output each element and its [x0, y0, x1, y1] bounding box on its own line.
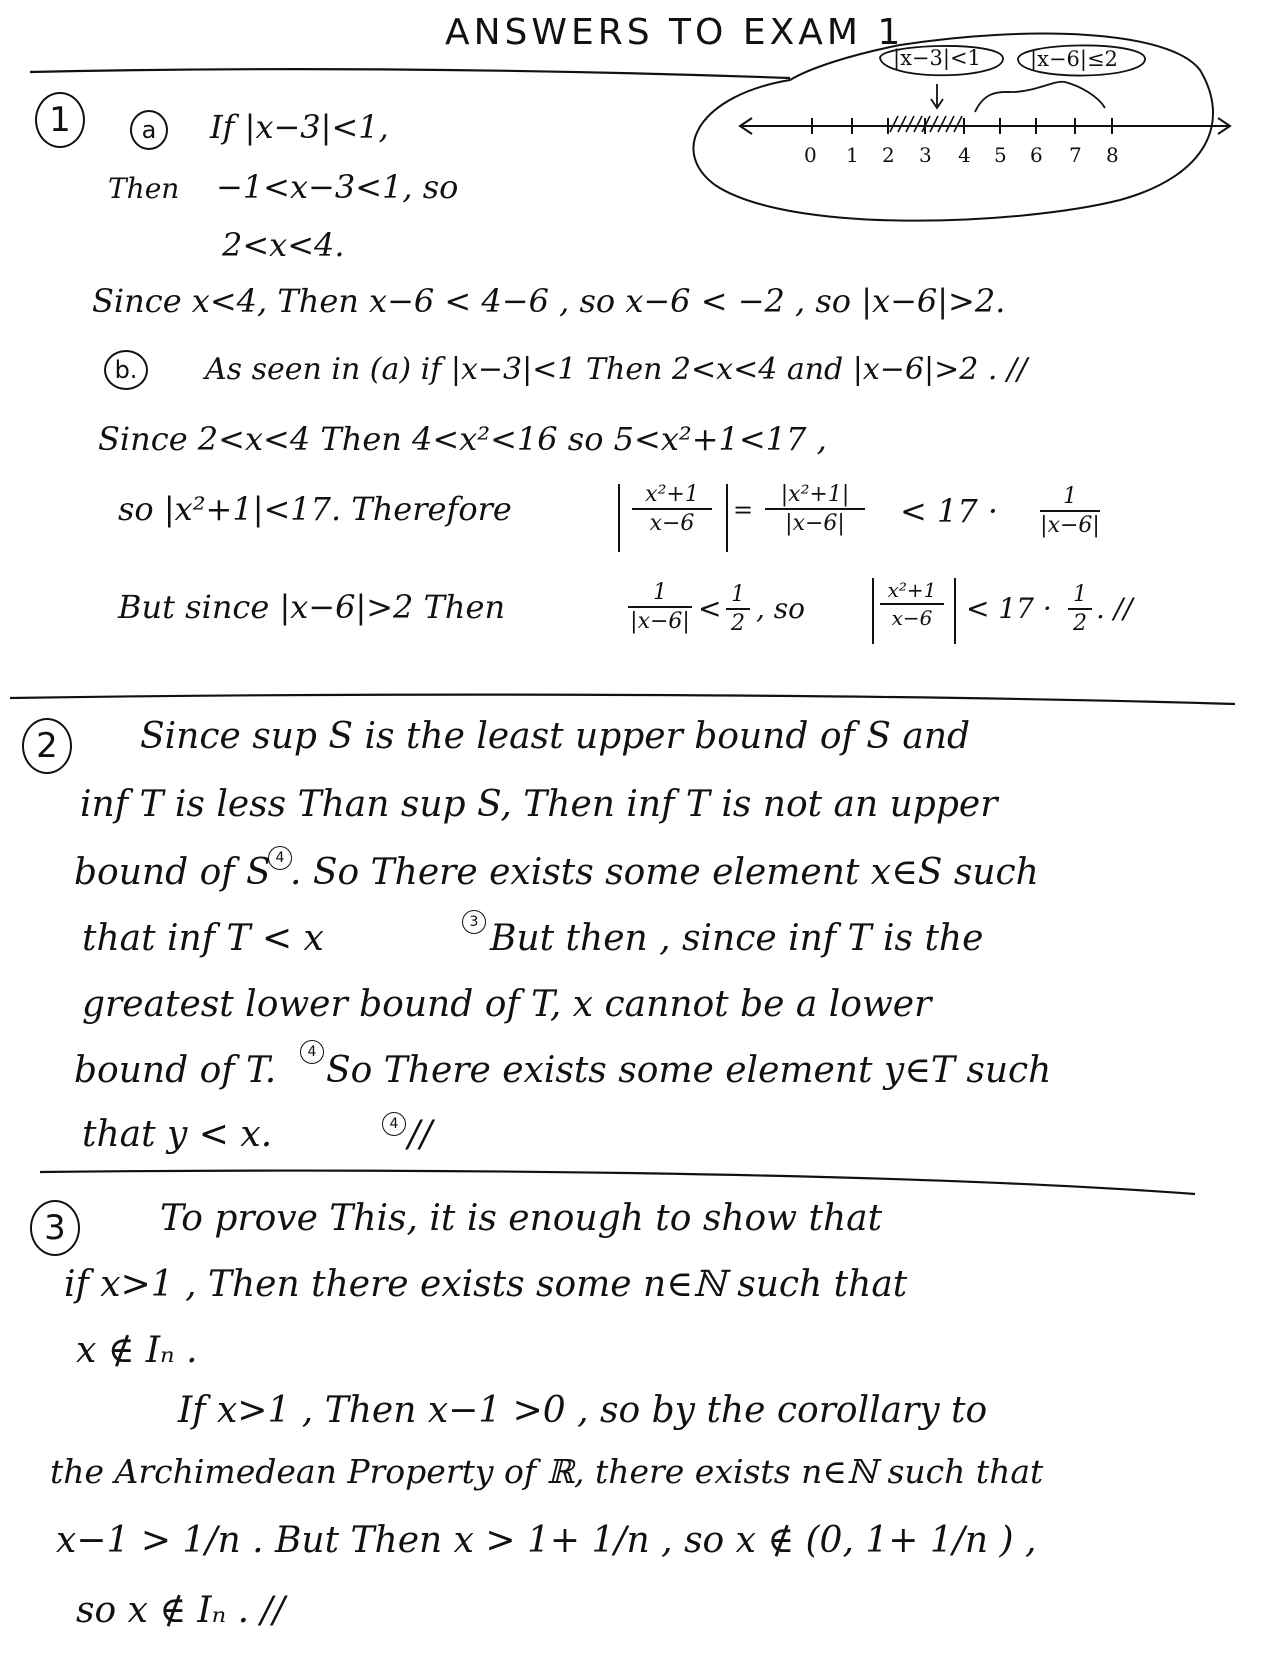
answer-line: To prove This, it is enough to show that — [160, 1198, 883, 1239]
answer-line: // — [408, 1114, 433, 1155]
answer-line: Since 2<x<4 Then 4<x²<16 so 5<x²+1<17 , — [98, 420, 827, 458]
answer-line: But since |x−6|>2 Then — [118, 588, 506, 626]
tick-label: 4 — [958, 143, 971, 167]
part-marker: b. — [104, 350, 148, 390]
answer-line: so |x²+1|<17. Therefore — [118, 490, 512, 528]
answer-line: −1<x−3<1, so — [216, 168, 459, 206]
question-number: 1 — [35, 92, 85, 148]
math-text: , so — [756, 592, 806, 625]
tick-label: 2 — [882, 143, 895, 167]
answer-line: Since x<4, Then x−6 < 4−6 , so x−6 < −2 , so |x−6|>2. — [92, 282, 1006, 320]
answer-line: x ∉ Iₙ . — [76, 1330, 198, 1371]
fraction: x²+1 x−6 — [632, 482, 712, 536]
fraction: x²+1 x−6 — [880, 578, 944, 630]
divider-rule — [10, 695, 1235, 704]
answer-line: So There exists some element y∈T such — [326, 1050, 1052, 1091]
numberline-label-b: |x−6|≤2 — [1030, 47, 1118, 71]
answer-line: the Archimedean Property of ℝ, there exists n∈ℕ such that — [50, 1452, 1044, 1491]
answer-line: If |x−3|<1, — [210, 108, 389, 146]
numberline-label-a: |x−3|<1 — [893, 46, 981, 70]
answer-line: If x>1 , Then x−1 >0 , so by the corollary to — [178, 1390, 988, 1431]
answer-line: Since sup S is the least upper bound of S and — [140, 716, 971, 757]
fraction: 1 |x−6| — [628, 580, 692, 634]
divider-rule — [40, 1171, 1195, 1194]
fraction: |x²+1| |x−6| — [765, 482, 865, 536]
points-badge: 3 — [462, 910, 486, 934]
fraction: 1 2 — [1068, 582, 1092, 636]
answer-line: . So There exists some element x∈S such — [290, 852, 1039, 893]
fraction: 1 |x−6| — [1040, 484, 1100, 538]
tick-label: 3 — [919, 143, 932, 167]
question-number: 3 — [30, 1200, 80, 1256]
tick-label: 7 — [1069, 143, 1082, 167]
answer-line: that inf T < x — [82, 918, 324, 959]
answer-line: that y < x. — [82, 1114, 273, 1155]
tick-label: 6 — [1030, 143, 1043, 167]
page-title: ANSWERS TO EXAM 1 — [445, 12, 905, 53]
answer-line: 2<x<4. — [222, 226, 345, 264]
tick-label: 8 — [1106, 143, 1119, 167]
answer-line: bound of S — [74, 852, 271, 893]
answer-line: if x>1 , Then there exists some n∈ℕ such that — [64, 1264, 908, 1305]
fraction: 1 2 — [726, 582, 750, 636]
answer-line: x−1 > 1/n . But Then x > 1+ 1/n , so x ∉ (0, 1+ 1/n ) , — [56, 1520, 1037, 1561]
tick-label: 1 — [846, 143, 859, 167]
math-text: . // — [1096, 592, 1133, 625]
answer-line: so x ∉ Iₙ . // — [76, 1590, 285, 1631]
equals-sign: = — [733, 496, 754, 524]
points-badge: 4 — [382, 1112, 406, 1136]
points-badge: 4 — [300, 1040, 324, 1064]
answer-line: bound of T. — [74, 1050, 277, 1091]
part-marker: a — [130, 110, 168, 150]
tick-label: 5 — [994, 143, 1007, 167]
points-badge: 4 — [268, 846, 292, 870]
math-text: < 17 · — [900, 492, 999, 530]
question-number: 2 — [22, 718, 72, 774]
math-text: < 17 · — [966, 592, 1052, 625]
math-text: < — [698, 592, 722, 625]
answer-line: greatest lower bound of T, x cannot be a lower — [82, 984, 932, 1025]
answer-line: inf T is less Than sup S, Then inf T is not an upper — [80, 784, 998, 825]
answer-line: As seen in (a) if |x−3|<1 Then 2<x<4 and |x−6|>2 . // — [205, 352, 1028, 387]
answer-line: Then — [108, 172, 180, 205]
tick-label: 0 — [804, 143, 817, 167]
answer-line: But then , since inf T is the — [490, 918, 984, 959]
